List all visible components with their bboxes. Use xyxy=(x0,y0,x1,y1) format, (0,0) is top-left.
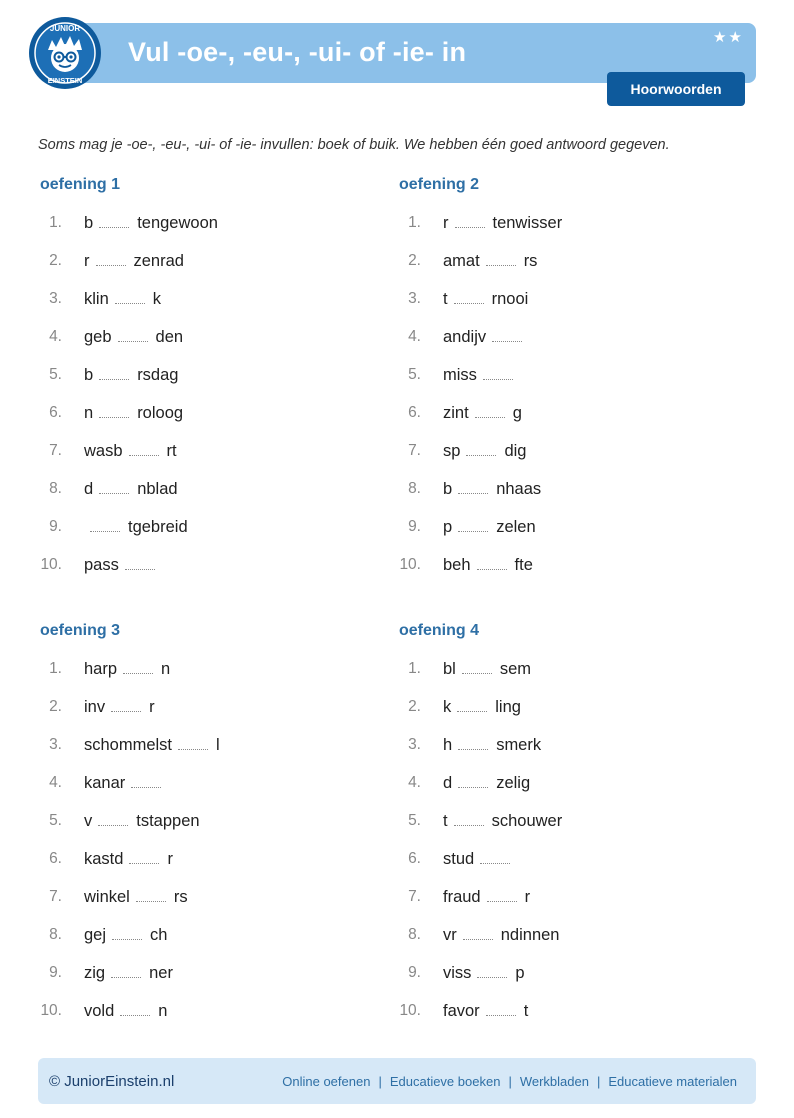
word-before-blank: bl xyxy=(443,660,456,678)
word-after-blank: schouwer xyxy=(491,812,563,830)
item-number: 10. xyxy=(399,556,421,573)
word-before-blank: pass xyxy=(84,556,119,574)
exercise-item xyxy=(38,774,378,812)
item-number: 4. xyxy=(408,774,421,791)
answer-blank[interactable] xyxy=(123,661,153,674)
item-number: 10. xyxy=(40,556,62,573)
item-number: 4. xyxy=(49,328,62,345)
item-word xyxy=(443,812,562,831)
answer-blank[interactable] xyxy=(99,405,129,418)
word-before-blank: geb xyxy=(84,328,112,346)
exercise-item xyxy=(397,556,737,594)
word-before-blank: harp xyxy=(84,660,118,678)
item-word xyxy=(84,660,170,679)
word-before-blank: vold xyxy=(84,1002,115,1020)
answer-blank[interactable] xyxy=(458,481,488,494)
answer-blank[interactable] xyxy=(111,965,141,978)
word-after-blank: t xyxy=(523,1002,529,1020)
item-word xyxy=(443,404,522,423)
word-after-blank: ch xyxy=(150,926,168,944)
exercise-item xyxy=(38,518,378,556)
answer-blank[interactable] xyxy=(463,927,493,940)
item-word xyxy=(443,556,533,575)
hoorwoorden-badge: Hoorwoorden xyxy=(607,72,745,106)
item-number: 10. xyxy=(399,1002,421,1019)
answer-blank[interactable] xyxy=(115,291,145,304)
footer-links xyxy=(282,1074,737,1089)
item-word xyxy=(84,214,218,233)
word-after-blank: fte xyxy=(514,556,533,574)
item-word xyxy=(443,888,530,907)
exercise-item xyxy=(38,252,378,290)
item-number: 5. xyxy=(408,812,421,829)
item-word xyxy=(84,888,188,907)
item-word xyxy=(84,252,184,271)
word-after-blank: rnooi xyxy=(491,290,529,308)
word-after-blank: rs xyxy=(523,252,538,270)
word-before-blank: winkel xyxy=(84,888,130,906)
word-after-blank: g xyxy=(512,404,522,422)
answer-blank[interactable] xyxy=(112,927,142,940)
item-number: 7. xyxy=(408,442,421,459)
word-before-blank: k xyxy=(443,698,452,716)
item-word xyxy=(443,328,530,347)
exercise-item xyxy=(397,328,737,366)
exercise-item xyxy=(397,698,737,736)
exercise-item xyxy=(38,926,378,964)
section-title: oefening 3 xyxy=(40,622,121,639)
item-number: 8. xyxy=(49,480,62,497)
exercise-item xyxy=(38,556,378,594)
word-before-blank: d xyxy=(443,774,453,792)
answer-blank[interactable] xyxy=(178,737,208,750)
word-before-blank: viss xyxy=(443,964,472,982)
item-word xyxy=(443,1002,528,1021)
word-before-blank: amat xyxy=(443,252,480,270)
item-number: 7. xyxy=(49,888,62,905)
item-word xyxy=(443,926,559,945)
word-after-blank: rt xyxy=(166,442,177,460)
word-after-blank: tengewoon xyxy=(137,214,218,232)
exercise-section-1 xyxy=(38,176,378,594)
answer-blank[interactable] xyxy=(98,813,128,826)
word-after-blank: dig xyxy=(504,442,527,460)
svg-text:JUNIOR: JUNIOR xyxy=(49,24,81,33)
exercise-section-3 xyxy=(38,622,378,1040)
word-before-blank: andijv xyxy=(443,328,487,346)
exercise-item xyxy=(397,252,737,290)
junior-einstein-logo xyxy=(28,16,102,90)
word-before-blank: vr xyxy=(443,926,457,944)
item-number: 9. xyxy=(49,964,62,981)
footer-link-educatieve-boeken[interactable]: Educatieve boeken xyxy=(389,1073,501,1089)
item-word xyxy=(443,698,521,717)
word-before-blank: favor xyxy=(443,1002,480,1020)
item-number: 5. xyxy=(408,366,421,383)
item-word xyxy=(84,1002,167,1021)
answer-blank[interactable] xyxy=(454,291,484,304)
exercise-item xyxy=(38,850,378,888)
item-number: 8. xyxy=(408,926,421,943)
word-after-blank: ling xyxy=(495,698,521,716)
exercise-item xyxy=(397,964,737,1002)
item-number: 7. xyxy=(49,442,62,459)
word-before-blank: n xyxy=(84,404,94,422)
word-after-blank: p xyxy=(515,964,525,982)
word-after-blank: zelen xyxy=(496,518,536,536)
word-before-blank: kanar xyxy=(84,774,126,792)
item-number: 1. xyxy=(49,660,62,677)
exercise-item xyxy=(397,926,737,964)
exercise-item xyxy=(38,214,378,252)
answer-blank[interactable] xyxy=(486,1003,516,1016)
word-before-blank: b xyxy=(443,480,453,498)
item-word xyxy=(84,404,183,423)
answer-blank[interactable] xyxy=(466,443,496,456)
item-word xyxy=(84,774,169,793)
exercise-item xyxy=(397,1002,737,1040)
answer-blank[interactable] xyxy=(457,699,487,712)
item-number: 6. xyxy=(408,850,421,867)
item-word xyxy=(443,850,518,869)
answer-blank[interactable] xyxy=(477,557,507,570)
item-word xyxy=(443,774,530,793)
word-before-blank: miss xyxy=(443,366,477,384)
exercise-item xyxy=(38,404,378,442)
exercise-item xyxy=(397,736,737,774)
footer-brand[interactable]: © JuniorEinstein.nl xyxy=(49,1072,175,1090)
item-number: 4. xyxy=(49,774,62,791)
item-word xyxy=(84,556,163,575)
instruction-text: Soms mag je -oe-, -eu-, -ui- of -ie- invullen: boek of buik. We hebben één goed antwoord gegeven. xyxy=(38,137,670,153)
word-after-blank: zenrad xyxy=(133,252,184,270)
item-number: 6. xyxy=(408,404,421,421)
word-after-blank: rsdag xyxy=(137,366,179,384)
word-before-blank: p xyxy=(443,518,453,536)
item-word xyxy=(443,518,536,537)
answer-blank[interactable] xyxy=(99,481,129,494)
exercise-section-4 xyxy=(397,622,737,1040)
exercise-item xyxy=(397,442,737,480)
exercise-item xyxy=(397,480,737,518)
item-number: 9. xyxy=(408,518,421,535)
item-number: 2. xyxy=(49,252,62,269)
exercise-item xyxy=(397,660,737,698)
item-word xyxy=(84,964,173,983)
word-before-blank: t xyxy=(443,812,448,830)
answer-blank[interactable] xyxy=(99,215,129,228)
star-icon: ★ xyxy=(713,29,729,46)
answer-blank[interactable] xyxy=(486,253,516,266)
answer-blank[interactable] xyxy=(480,851,510,864)
star-icons xyxy=(713,28,744,46)
exercise-item xyxy=(38,736,378,774)
answer-blank[interactable] xyxy=(111,699,141,712)
word-before-blank: fraud xyxy=(443,888,481,906)
word-after-blank: n xyxy=(158,1002,168,1020)
answer-blank[interactable] xyxy=(483,367,513,380)
word-before-blank: b xyxy=(84,214,94,232)
answer-blank[interactable] xyxy=(492,329,522,342)
answer-blank[interactable] xyxy=(475,405,505,418)
word-before-blank: stud xyxy=(443,850,475,868)
word-after-blank: nhaas xyxy=(496,480,542,498)
word-before-blank: r xyxy=(84,252,90,270)
item-word xyxy=(443,442,526,461)
answer-blank[interactable] xyxy=(477,965,507,978)
item-number: 9. xyxy=(49,518,62,535)
word-after-blank: den xyxy=(155,328,184,346)
answer-blank[interactable] xyxy=(131,775,161,788)
svg-text:EINSTEIN: EINSTEIN xyxy=(47,76,83,85)
item-number: 3. xyxy=(408,290,421,307)
item-number: 6. xyxy=(49,850,62,867)
word-before-blank: b xyxy=(84,366,94,384)
footer-separator: | xyxy=(596,1073,601,1089)
footer-separator: | xyxy=(378,1073,382,1089)
answer-blank[interactable] xyxy=(125,557,155,570)
item-number: 8. xyxy=(408,480,421,497)
item-number: 5. xyxy=(49,366,62,383)
word-before-blank: kastd xyxy=(84,850,124,868)
answer-blank[interactable] xyxy=(454,813,484,826)
item-word xyxy=(84,480,178,499)
word-before-blank: sp xyxy=(443,442,461,460)
word-after-blank: smerk xyxy=(496,736,542,754)
item-word xyxy=(84,442,177,461)
word-after-blank: k xyxy=(152,290,162,308)
item-word xyxy=(84,850,173,869)
item-number: 1. xyxy=(408,214,421,231)
exercise-item xyxy=(38,888,378,926)
footer xyxy=(38,1058,756,1104)
item-number: 7. xyxy=(408,888,421,905)
footer-link-werkbladen[interactable]: Werkbladen xyxy=(519,1073,589,1089)
word-before-blank: gej xyxy=(84,926,107,944)
item-number: 2. xyxy=(408,252,421,269)
item-word xyxy=(443,736,541,755)
item-word xyxy=(443,660,531,679)
word-after-blank: r xyxy=(149,698,155,716)
word-after-blank: tgebreid xyxy=(128,518,188,536)
exercise-item xyxy=(38,480,378,518)
word-after-blank: r xyxy=(167,850,173,868)
exercise-item xyxy=(397,366,737,404)
answer-blank[interactable] xyxy=(487,889,517,902)
answer-blank[interactable] xyxy=(462,661,492,674)
word-after-blank: r xyxy=(524,888,531,906)
exercise-item xyxy=(397,850,737,888)
word-after-blank: nblad xyxy=(137,480,178,498)
exercise-item xyxy=(397,290,737,328)
item-number: 3. xyxy=(408,736,421,753)
word-after-blank: n xyxy=(161,660,171,678)
exercise-item xyxy=(38,290,378,328)
answer-blank[interactable] xyxy=(120,1003,150,1016)
exercise-item xyxy=(38,328,378,366)
answer-blank[interactable] xyxy=(458,737,488,750)
footer-link-online-oefenen[interactable]: Online oefenen xyxy=(282,1073,371,1089)
item-number: 6. xyxy=(49,404,62,421)
word-before-blank: beh xyxy=(443,556,471,574)
word-after-blank: ner xyxy=(149,964,173,982)
word-before-blank: t xyxy=(443,290,448,308)
answer-blank[interactable] xyxy=(136,889,166,902)
item-word xyxy=(84,290,161,309)
item-word xyxy=(443,214,562,233)
exercise-item xyxy=(397,888,737,926)
word-before-blank: zig xyxy=(84,964,106,982)
word-after-blank: l xyxy=(216,736,220,754)
item-number: 1. xyxy=(49,214,62,231)
exercise-item xyxy=(38,660,378,698)
word-before-blank: klin xyxy=(84,290,109,308)
item-word xyxy=(84,366,178,385)
section-title: oefening 4 xyxy=(399,622,480,639)
word-before-blank: zint xyxy=(443,404,469,422)
item-number: 1. xyxy=(408,660,421,677)
word-before-blank: h xyxy=(443,736,453,754)
exercise-item xyxy=(38,1002,378,1040)
item-word xyxy=(84,328,183,347)
item-number: 2. xyxy=(408,698,421,715)
exercise-item xyxy=(397,404,737,442)
word-after-blank: zelig xyxy=(496,774,531,792)
item-number: 4. xyxy=(408,328,421,345)
word-before-blank: v xyxy=(84,812,93,830)
answer-blank[interactable] xyxy=(455,215,485,228)
item-number: 3. xyxy=(49,736,62,753)
footer-separator: | xyxy=(508,1073,512,1089)
exercise-item xyxy=(38,442,378,480)
page-title: Vul -oe-, -eu-, -ui- of -ie- in xyxy=(128,37,467,67)
item-word xyxy=(84,812,200,831)
item-word xyxy=(443,964,525,983)
footer-link-educatieve-materialen[interactable]: Educatieve materialen xyxy=(608,1073,737,1089)
exercise-item xyxy=(397,214,737,252)
answer-blank[interactable] xyxy=(118,329,148,342)
section-title: oefening 2 xyxy=(399,176,480,193)
item-word xyxy=(443,366,521,385)
exercise-item xyxy=(38,812,378,850)
word-after-blank: rs xyxy=(173,888,188,906)
word-before-blank: d xyxy=(84,480,94,498)
item-word xyxy=(443,480,541,499)
word-after-blank: tenwisser xyxy=(492,214,563,232)
exercise-item xyxy=(38,698,378,736)
item-word xyxy=(84,926,167,945)
exercise-item xyxy=(397,812,737,850)
star-icon: ★ xyxy=(728,29,744,46)
answer-blank[interactable] xyxy=(90,519,120,532)
word-after-blank: tstappen xyxy=(136,812,200,830)
item-word xyxy=(443,252,537,271)
item-word xyxy=(84,736,220,755)
item-number: 5. xyxy=(49,812,62,829)
word-after-blank: ndinnen xyxy=(500,926,560,944)
exercise-item xyxy=(397,518,737,556)
exercise-list xyxy=(397,214,737,594)
answer-blank[interactable] xyxy=(129,851,159,864)
exercise-list xyxy=(38,214,378,594)
word-after-blank: roloog xyxy=(137,404,184,422)
item-word xyxy=(443,290,528,309)
exercise-section-2 xyxy=(397,176,737,594)
exercise-list xyxy=(38,660,378,1040)
answer-blank[interactable] xyxy=(458,519,488,532)
answer-blank[interactable] xyxy=(129,443,159,456)
word-before-blank: inv xyxy=(84,698,106,716)
item-word xyxy=(84,698,155,717)
item-number: 8. xyxy=(49,926,62,943)
item-number: 9. xyxy=(408,964,421,981)
exercise-item xyxy=(38,964,378,1002)
exercise-item xyxy=(397,774,737,812)
exercise-item xyxy=(38,366,378,404)
answer-blank[interactable] xyxy=(458,775,488,788)
word-after-blank: sem xyxy=(499,660,532,678)
word-before-blank: r xyxy=(443,214,449,232)
item-number: 3. xyxy=(49,290,62,307)
answer-blank[interactable] xyxy=(99,367,129,380)
item-number: 2. xyxy=(49,698,62,715)
item-number: 10. xyxy=(40,1002,62,1019)
word-before-blank: schommelst xyxy=(84,736,173,754)
item-word xyxy=(84,518,188,537)
answer-blank[interactable] xyxy=(96,253,126,266)
exercise-list xyxy=(397,660,737,1040)
word-before-blank: wasb xyxy=(84,442,123,460)
section-title: oefening 1 xyxy=(40,176,121,193)
